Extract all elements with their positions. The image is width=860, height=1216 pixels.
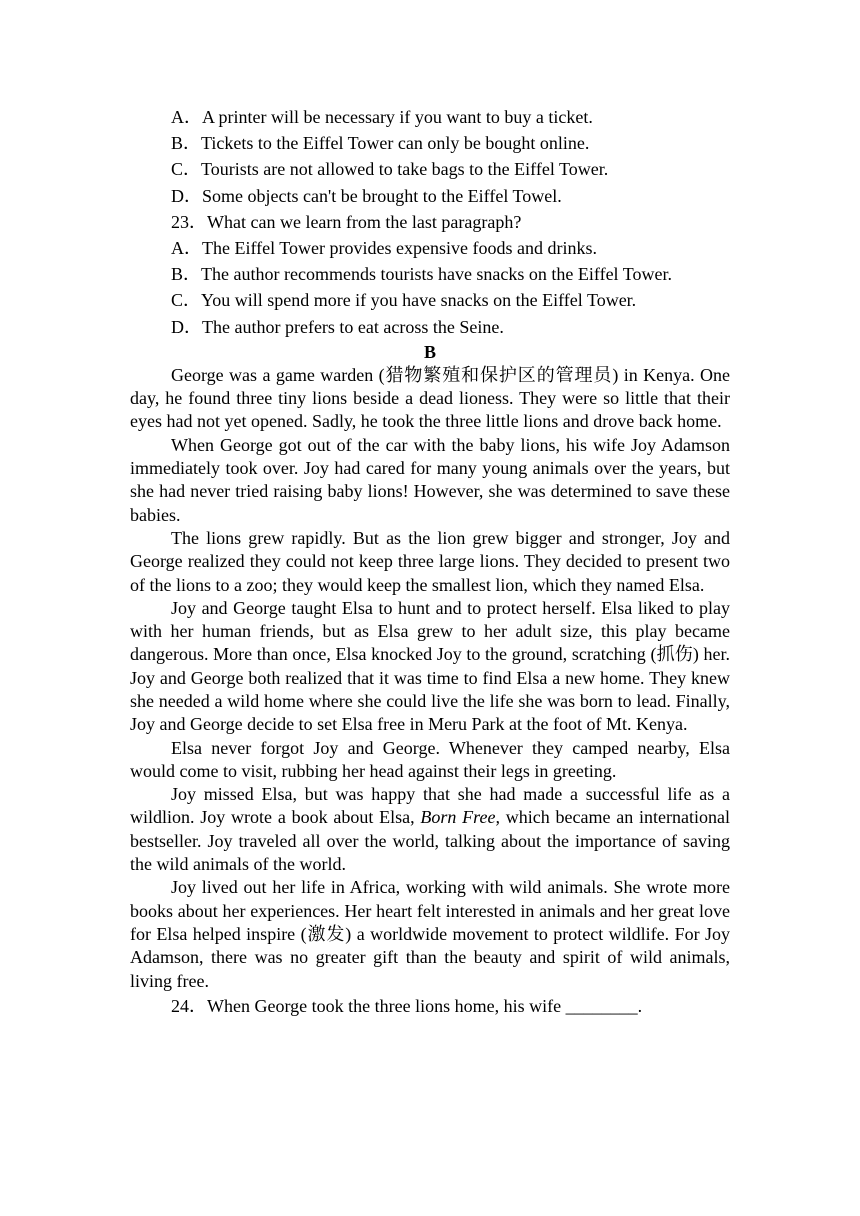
q22-option-a: A．A printer will be necessary if you want to buy a ticket. — [171, 107, 593, 127]
section-b-passage — [130, 364, 730, 993]
passage-paragraph-2: When George got out of the car with the baby lions, his wife Joy Adamson immediately took over. Joy had cared for many young animals over the years, but she had never tried raising baby lions! However, she was determined to save these babies. — [130, 434, 730, 525]
paragraph-6-text-after: which became an international bestseller. Joy traveled all over the world, talking about the importance of saving the wild animals of the world. — [130, 807, 731, 875]
document-page — [130, 104, 730, 1019]
q24-stem: 24．When George took the three lions home, his wife ________. — [171, 995, 643, 1016]
passage-paragraph-4: Joy and George taught Elsa to hunt and to protect herself. Elsa liked to play with her human friends, but as Elsa grew to her adult size, this play became dangerous. More than once, Elsa knocked Joy to the ground, scratching (抓伤) her. Joy and George both realized that it was time to find Elsa a new home. They knew she needed a wild home where she could live the life she was born to lead. Finally, Joy and George decide to set Elsa free in Meru Park at the foot of Mt. Kenya. — [130, 597, 730, 735]
q23-option-a: A．The Eiffel Tower provides expensive foods and drinks. — [171, 238, 597, 259]
passage-paragraph-3: The lions grew rapidly. But as the lion grew bigger and stronger, Joy and George realized they could not keep three large lions. They decided to present two of the lions to a zoo; they would keep the smallest lion, which they named Elsa. — [130, 527, 730, 595]
q22-option-c: C．Tourists are not allowed to take bags to the Eiffel Tower. — [171, 159, 609, 180]
passage-paragraph-1: George was a game warden (猎物繁殖和保护区的管理员) in Kenya. One day, he found three tiny lions beside a dead lioness. They were so little that their eyes had not yet opened. Sadly, he took the three little lions and drove back home. — [130, 364, 730, 432]
q23-stem: 23．What can we learn from the last paragraph? — [171, 211, 522, 232]
passage-paragraph-5: Elsa never forgot Joy and George. Whenever they camped nearby, Elsa would come to visit, rubbing her head against their legs in greeting. — [130, 737, 730, 781]
q22-option-b: B．Tickets to the Eiffel Tower can only be bought online. — [171, 133, 590, 154]
paragraph-6-text-before: Joy missed Elsa, but was happy that she had made a successful life as a wildlion. Joy wrote a book about Elsa, — [130, 784, 730, 828]
book-title: Born Free, — [420, 807, 500, 828]
section-b-heading: B — [423, 341, 436, 362]
question-22-options — [130, 104, 730, 209]
q22-option-d: D．Some objects can't be brought to the Eiffel Towel. — [171, 185, 562, 206]
passage-paragraph-7: Joy lived out her life in Africa, working with wild animals. She wrote more books about her experiences. Her heart felt interested in animals and her great love for Elsa helped inspire (激发) a worldwide movement to protect wildlife. For Joy Adamson, there was no greater gift than the beauty and spirit of wild animals, living free. — [130, 877, 730, 991]
question-23 — [130, 209, 730, 340]
q23-option-c: C．You will spend more if you have snacks on the Eiffel Tower. — [171, 290, 637, 311]
q23-option-b: B．The author recommends tourists have snacks on the Eiffel Tower. — [171, 264, 672, 285]
passage-paragraph-6 — [130, 783, 730, 876]
q23-option-d: D．The author prefers to eat across the Seine. — [171, 316, 504, 337]
